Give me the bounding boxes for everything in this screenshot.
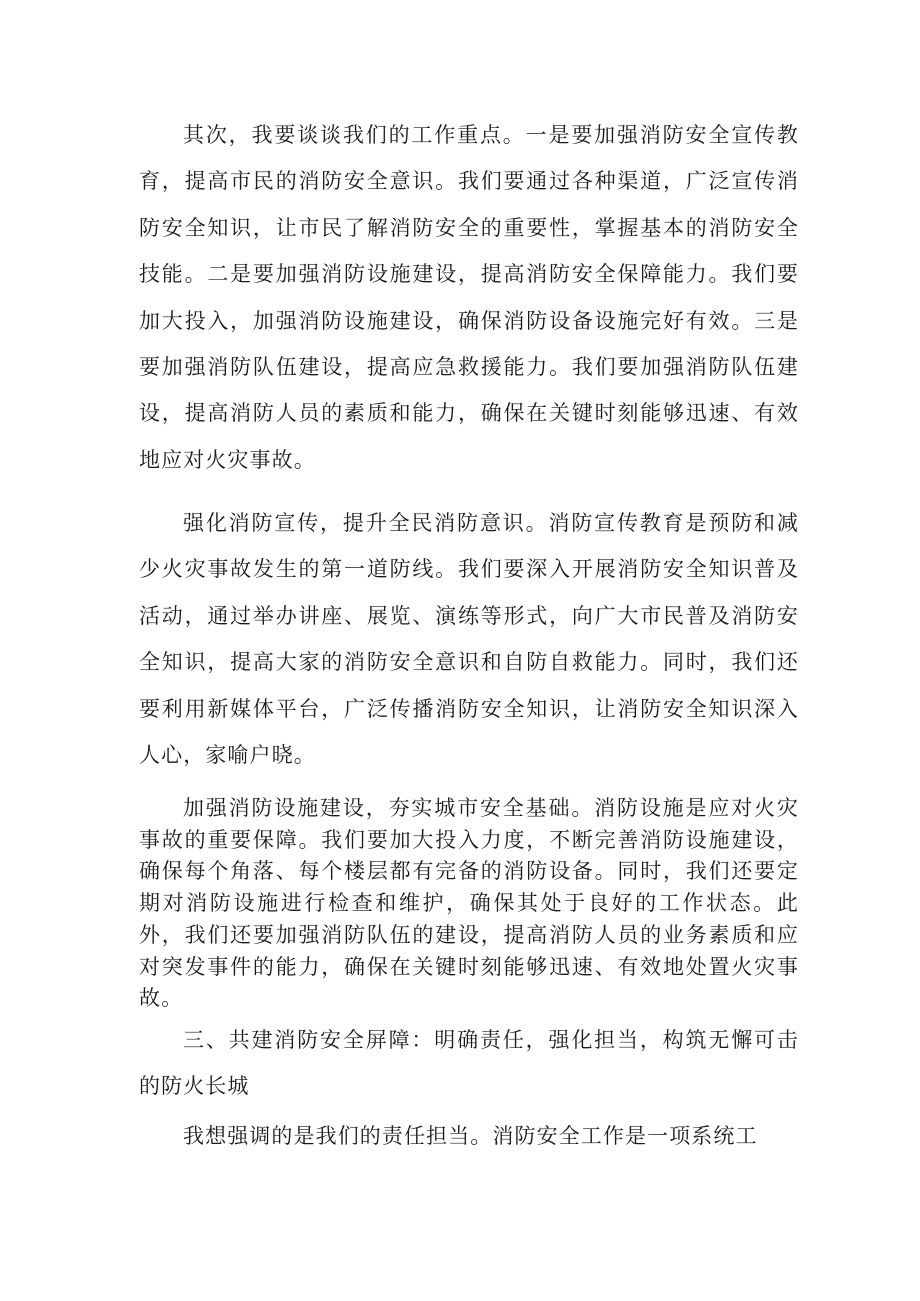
section-heading-three: 三、共建消防安全屏障：明确责任，强化担当，构筑无懈可击的防火长城	[139, 1028, 799, 1099]
paragraph-fire-publicity: 强化消防宣传，提升全民消防意识。消防宣传教育是预防和减少火灾事故发生的第一道防线。我们要深入开展消防安全知识普及活动，通过举办讲座、展览、演练等形式，向广大市民普及消防安全知识，提高大家的消防安全意识和自防自救能力。同时，我们还要利用新媒体平台，广泛传播消防安全知识，让消防安全知识深入人心，家喻户晓。	[139, 511, 799, 768]
paragraph-work-priorities: 其次，我要谈谈我们的工作重点。一是要加强消防安全宣传教育，提高市民的消防安全意识。我们要通过各种渠道，广泛宣传消防安全知识，让市民了解消防安全的重要性，掌握基本的消防安全技能。二是要加强消防设施建设，提高消防安全保障能力。我们要加大投入，加强消防设施建设，确保消防设备设施完好有效。三是要加强消防队伍建设，提高应急救援能力。我们要加强消防队伍建设，提高消防人员的素质和能力，确保在关键时刻能够迅速、有效地应对火灾事故。	[139, 123, 799, 472]
paragraph-fire-facilities: 加强消防设施建设，夯实城市安全基础。消防设施是应对火灾事故的重要保障。我们要加大投入力度，不断完善消防设施建设，确保每个角落、每个楼层都有完备的消防设备。同时，我们还要定期对消防设施进行检查和维护，确保其处于良好的工作状态。此外，我们还要加强消防队伍的建设，提高消防人员的业务素质和应对突发事件的能力，确保在关键时刻能够迅速、有效地处置火灾事故。	[139, 796, 799, 1011]
paragraph-responsibility: 我想强调的是我们的责任担当。消防安全工作是一项系统工	[183, 1124, 758, 1148]
